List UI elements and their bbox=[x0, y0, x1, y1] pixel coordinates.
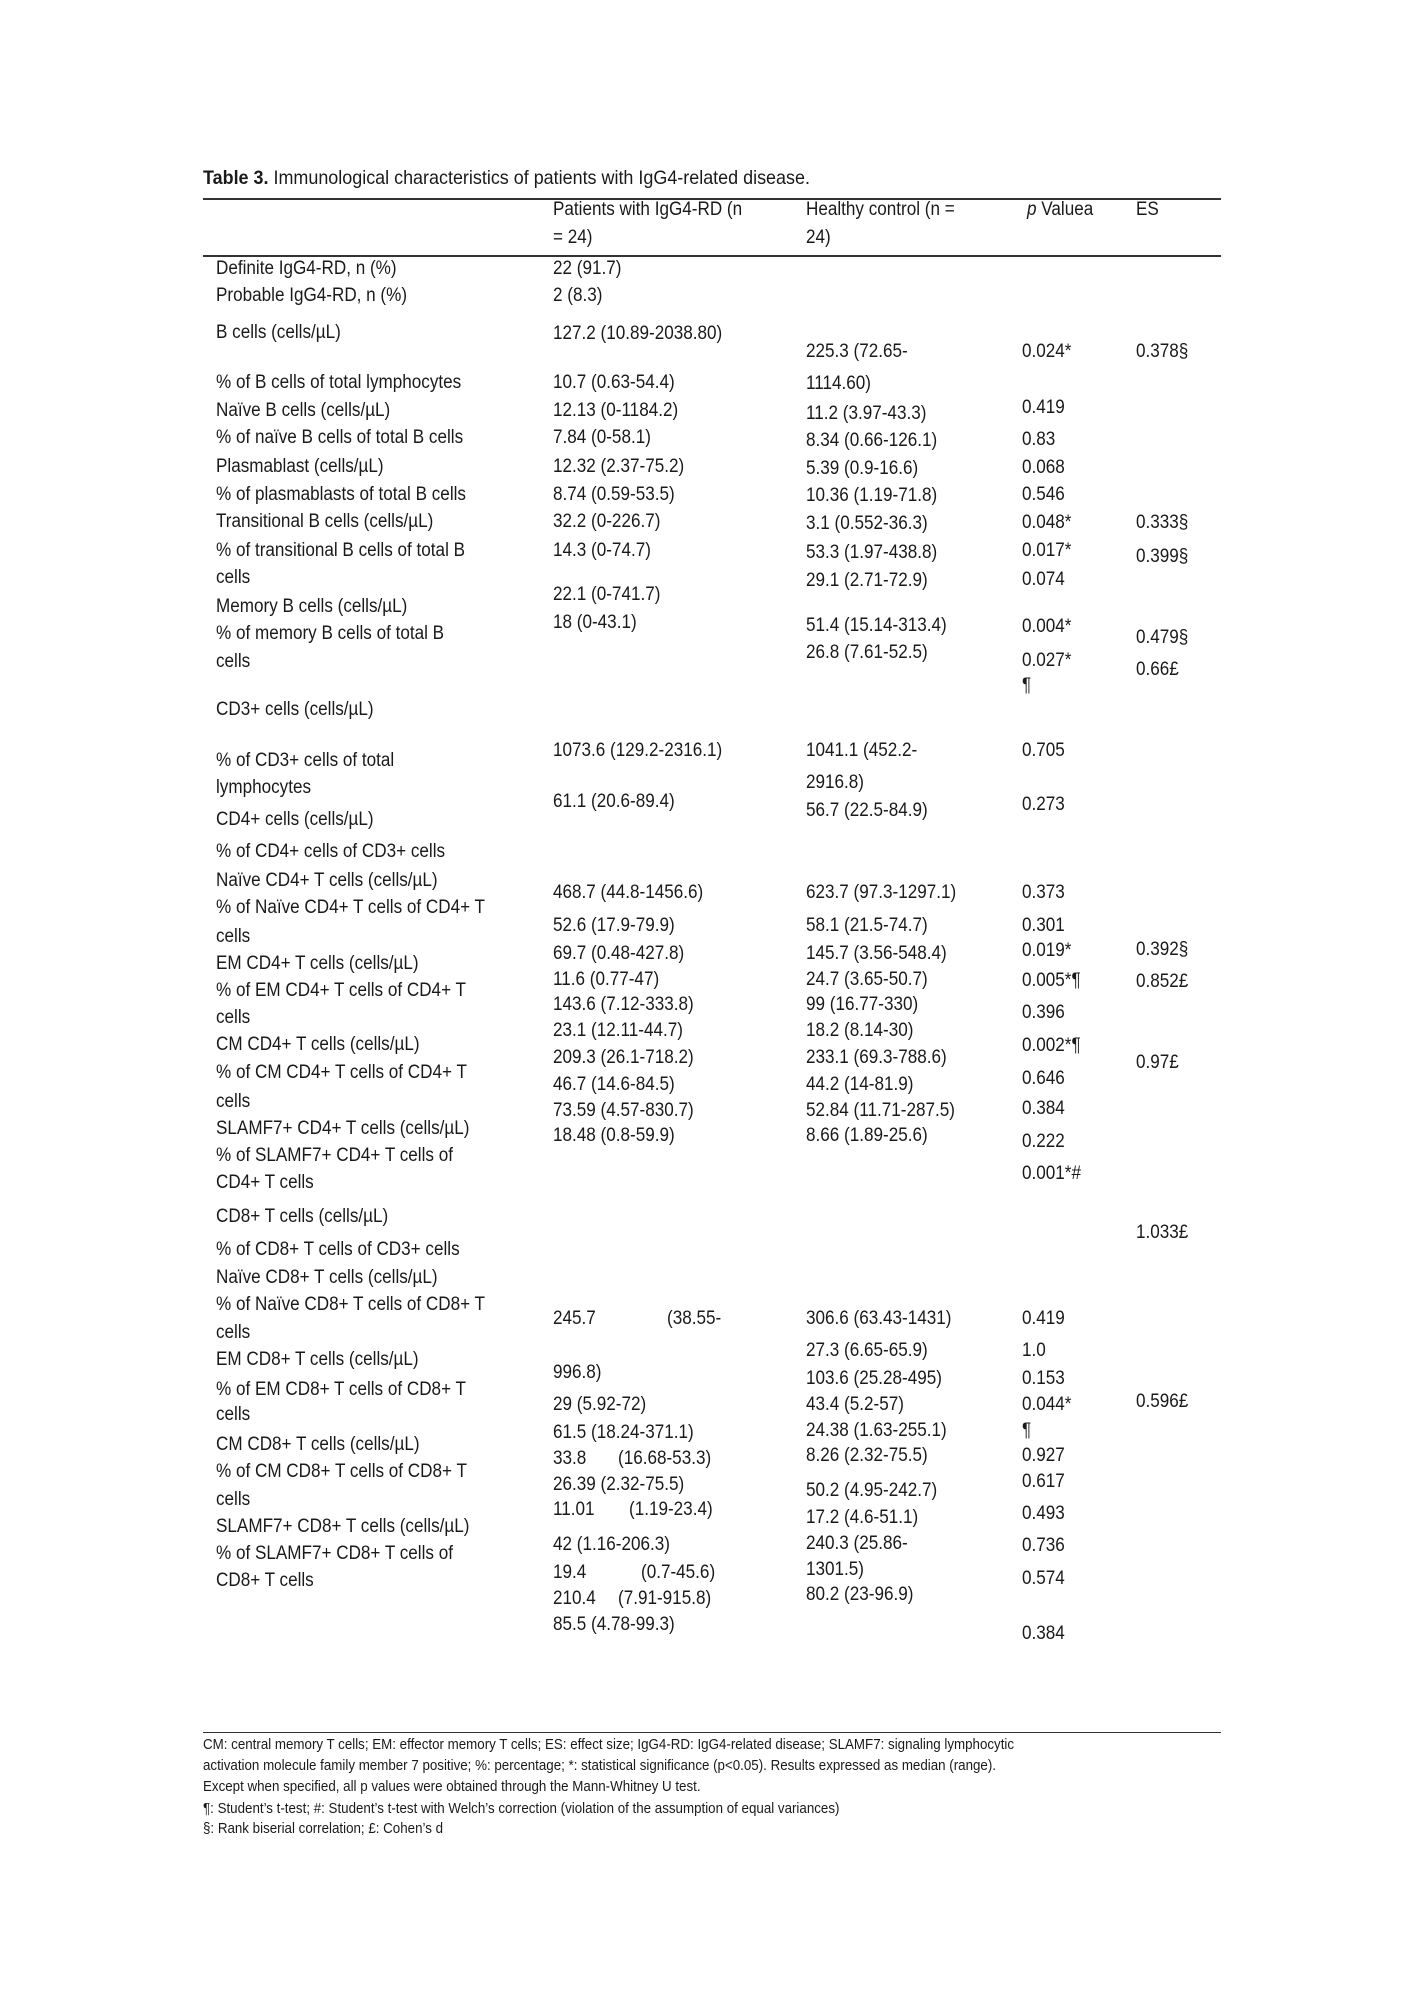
control-cell: 233.1 (69.3-788.6) bbox=[806, 1046, 947, 1068]
row-label: % of SLAMF7+ CD4+ T cells of bbox=[216, 1144, 453, 1166]
row-label: cells bbox=[216, 1090, 251, 1112]
patients-cell: 127.2 (10.89-2038.80) bbox=[553, 323, 723, 345]
p-value-cell: 0.044* bbox=[1022, 1394, 1072, 1416]
control-cell: 52.84 (11.71-287.5) bbox=[806, 1099, 955, 1121]
row-label: CM CD8+ T cells (cells/µL) bbox=[216, 1433, 420, 1455]
row-label: CD4+ T cells bbox=[216, 1171, 314, 1193]
p-value-cell: ¶ bbox=[1022, 675, 1032, 697]
effect-size-cell: 0.66£ bbox=[1136, 658, 1179, 680]
patients-cell: 42 (1.16-206.3) bbox=[553, 1534, 670, 1556]
row-label: % of CD4+ cells of CD3+ cells bbox=[216, 841, 446, 863]
row-label: Plasmablast (cells/µL) bbox=[216, 455, 384, 477]
control-cell: 10.36 (1.19-71.8) bbox=[806, 485, 938, 507]
patients-cell: 69.7 (0.48-427.8) bbox=[553, 942, 685, 964]
patients-cell: (16.68-53.3) bbox=[618, 1448, 712, 1470]
p-value-cell: 0.736 bbox=[1022, 1535, 1065, 1557]
patients-cell: 210.4 bbox=[553, 1588, 596, 1610]
control-cell: 8.34 (0.66-126.1) bbox=[806, 429, 938, 451]
bottom-rule bbox=[203, 1732, 1221, 1733]
p-value-cell: 0.83 bbox=[1022, 428, 1056, 450]
row-label: Naïve B cells (cells/µL) bbox=[216, 400, 391, 422]
effect-size-cell: 0.479§ bbox=[1136, 626, 1189, 648]
patients-cell: 18 (0-43.1) bbox=[553, 612, 637, 634]
p-value-cell: 0.222 bbox=[1022, 1130, 1065, 1152]
patients-cell: 245.7 bbox=[553, 1307, 596, 1329]
patients-cell: 23.1 (12.11-44.7) bbox=[553, 1019, 683, 1041]
control-cell: 8.66 (1.89-25.6) bbox=[806, 1125, 928, 1147]
patients-cell: 14.3 (0-74.7) bbox=[553, 540, 651, 562]
row-label: % of B cells of total lymphocytes bbox=[216, 372, 462, 394]
footnote-line: activation molecule family member 7 positive; %: percentage; *: statistical significance (p<0.05). Results expressed as median (range). bbox=[203, 1758, 996, 1774]
row-label: cells bbox=[216, 567, 251, 589]
control-cell: 1114.60) bbox=[806, 373, 871, 395]
patients-cell: 22 (91.7) bbox=[553, 257, 622, 279]
row-label: Memory B cells (cells/µL) bbox=[216, 595, 408, 617]
table-number: Table 3. bbox=[203, 167, 269, 189]
row-label: % of plasmablasts of total B cells bbox=[216, 483, 466, 505]
control-cell: 145.7 (3.56-548.4) bbox=[806, 942, 947, 964]
control-cell: 1301.5) bbox=[806, 1558, 865, 1580]
row-label: % of SLAMF7+ CD8+ T cells of bbox=[216, 1543, 453, 1565]
p-value-cell: 0.027* bbox=[1022, 649, 1072, 671]
control-cell: 24.38 (1.63-255.1) bbox=[806, 1419, 947, 1441]
control-cell: 8.26 (2.32-75.5) bbox=[806, 1445, 928, 1467]
patients-cell: 209.3 (26.1-718.2) bbox=[553, 1046, 694, 1068]
effect-size-cell: 0.97£ bbox=[1136, 1052, 1179, 1074]
row-label: SLAMF7+ CD4+ T cells (cells/µL) bbox=[216, 1117, 470, 1139]
control-cell: 11.2 (3.97-43.3) bbox=[806, 402, 927, 424]
patients-cell: 73.59 (4.57-830.7) bbox=[553, 1099, 694, 1121]
effect-size-cell: 0.596£ bbox=[1136, 1391, 1189, 1413]
patients-cell: 2 (8.3) bbox=[553, 284, 603, 306]
patients-cell: 468.7 (44.8-1456.6) bbox=[553, 882, 704, 904]
patients-cell: 996.8) bbox=[553, 1361, 602, 1383]
footnote-line: CM: central memory T cells; EM: effector memory T cells; ES: effect size; IgG4-RD: IgG4-related disease; SLAMF7: signaling lymphocytic bbox=[203, 1737, 1015, 1753]
control-cell: 3.1 (0.552-36.3) bbox=[806, 513, 928, 535]
p-value-cell: 0.546 bbox=[1022, 483, 1065, 505]
row-label: Naïve CD8+ T cells (cells/µL) bbox=[216, 1266, 438, 1288]
p-value-cell: 0.019* bbox=[1022, 940, 1072, 962]
p-value-cell: 0.074 bbox=[1022, 568, 1065, 590]
row-label: Naïve CD4+ T cells (cells/µL) bbox=[216, 869, 438, 891]
p-value-cell: 0.068 bbox=[1022, 456, 1065, 478]
control-cell: 17.2 (4.6-51.1) bbox=[806, 1507, 919, 1529]
row-label: Probable IgG4-RD, n (%) bbox=[216, 284, 408, 306]
control-cell: 44.2 (14-81.9) bbox=[806, 1073, 914, 1095]
row-label: cells bbox=[216, 651, 251, 673]
row-label: EM CD4+ T cells (cells/µL) bbox=[216, 953, 419, 975]
row-label: % of CM CD8+ T cells of CD8+ T bbox=[216, 1460, 467, 1482]
header-control: Healthy control (n = 24) bbox=[806, 199, 955, 248]
patients-cell: 10.7 (0.63-54.4) bbox=[553, 372, 675, 394]
patients-cell: 11.01 bbox=[553, 1499, 595, 1521]
p-value-cell: 0.001*# bbox=[1022, 1162, 1081, 1184]
patients-cell: 12.32 (2.37-75.2) bbox=[553, 455, 685, 477]
patients-cell: 7.84 (0-58.1) bbox=[553, 427, 651, 449]
p-value-cell: 0.005*¶ bbox=[1022, 969, 1081, 991]
row-label: CM CD4+ T cells (cells/µL) bbox=[216, 1034, 420, 1056]
p-value-cell: 0.004* bbox=[1022, 616, 1072, 638]
patients-cell: 11.6 (0.77-47) bbox=[553, 968, 660, 990]
control-cell: 27.3 (6.65-65.9) bbox=[806, 1340, 928, 1362]
control-cell: 26.8 (7.61-52.5) bbox=[806, 642, 928, 664]
patients-cell: 19.4 bbox=[553, 1562, 587, 1584]
patients-cell: 8.74 (0.59-53.5) bbox=[553, 483, 675, 505]
patients-cell: 61.1 (20.6-89.4) bbox=[553, 791, 675, 813]
patients-cell: (38.55- bbox=[667, 1307, 722, 1329]
effect-size-cell: 0.399§ bbox=[1136, 545, 1189, 567]
control-cell: 240.3 (25.86- bbox=[806, 1532, 908, 1554]
row-label: cells bbox=[216, 1404, 251, 1426]
row-label: EM CD8+ T cells (cells/µL) bbox=[216, 1349, 419, 1371]
control-cell: 80.2 (23-96.9) bbox=[806, 1584, 914, 1606]
row-label: CD4+ cells (cells/µL) bbox=[216, 809, 374, 831]
effect-size-cell: 0.392§ bbox=[1136, 938, 1189, 960]
row-label: CD8+ T cells bbox=[216, 1570, 314, 1592]
row-label: CD3+ cells (cells/µL) bbox=[216, 698, 374, 720]
row-label: lymphocytes bbox=[216, 777, 312, 798]
row-label: Definite IgG4-RD, n (%) bbox=[216, 257, 397, 279]
control-cell: 18.2 (8.14-30) bbox=[806, 1019, 914, 1041]
control-cell: 623.7 (97.3-1297.1) bbox=[806, 882, 957, 904]
p-value-cell: 1.0 bbox=[1022, 1340, 1046, 1362]
control-cell: 2916.8) bbox=[806, 771, 865, 793]
patients-cell: 61.5 (18.24-371.1) bbox=[553, 1422, 694, 1444]
row-label: % of CM CD4+ T cells of CD4+ T bbox=[216, 1062, 467, 1084]
control-cell: 29.1 (2.71-72.9) bbox=[806, 570, 928, 592]
header-patients: Patients with IgG4-RD (n = 24) bbox=[553, 199, 743, 248]
p-value-cell: 0.927 bbox=[1022, 1445, 1065, 1467]
row-label: % of CD8+ T cells of CD3+ cells bbox=[216, 1238, 460, 1260]
row-label: % of CD3+ cells of total bbox=[216, 750, 395, 772]
control-cell: 5.39 (0.9-16.6) bbox=[806, 458, 919, 480]
control-cell: 56.7 (22.5-84.9) bbox=[806, 800, 928, 822]
patients-cell: (7.91-915.8) bbox=[618, 1588, 712, 1610]
p-value-cell: 0.419 bbox=[1022, 396, 1065, 418]
patients-cell: 33.8 bbox=[553, 1448, 587, 1470]
row-label: % of Naïve CD4+ T cells of CD4+ T bbox=[216, 896, 485, 918]
control-cell: 24.7 (3.65-50.7) bbox=[806, 968, 928, 990]
control-cell: 306.6 (63.43-1431) bbox=[806, 1307, 952, 1329]
effect-size-cell: 0.378§ bbox=[1136, 341, 1189, 363]
control-cell: 43.4 (5.2-57) bbox=[806, 1394, 904, 1416]
patients-cell: 22.1 (0-741.7) bbox=[553, 584, 661, 606]
row-label: cells bbox=[216, 1007, 251, 1029]
row-label: % of Naïve CD8+ T cells of CD8+ T bbox=[216, 1293, 485, 1315]
patients-cell: (1.19-23.4) bbox=[629, 1499, 713, 1521]
row-label: CD8+ T cells (cells/µL) bbox=[216, 1206, 389, 1228]
patients-cell: 29 (5.92-72) bbox=[553, 1394, 647, 1416]
patients-cell: 32.2 (0-226.7) bbox=[553, 510, 661, 532]
table-title bbox=[203, 167, 810, 190]
row-label: % of EM CD4+ T cells of CD4+ T bbox=[216, 980, 466, 1002]
control-cell: 1041.1 (452.2- bbox=[806, 739, 918, 761]
header-p-value: p Valuea bbox=[1027, 199, 1094, 220]
row-label: cells bbox=[216, 926, 251, 948]
control-cell: 225.3 (72.65- bbox=[806, 341, 908, 363]
row-label: cells bbox=[216, 1322, 251, 1344]
effect-size-cell: 1.033£ bbox=[1136, 1221, 1189, 1243]
patients-cell: 12.13 (0-1184.2) bbox=[553, 400, 679, 422]
p-value-cell: 0.617 bbox=[1022, 1471, 1065, 1493]
row-label: B cells (cells/µL) bbox=[216, 321, 341, 343]
row-label: SLAMF7+ CD8+ T cells (cells/µL) bbox=[216, 1516, 470, 1538]
p-value-cell: 0.373 bbox=[1022, 882, 1065, 904]
p-value-cell: 0.002*¶ bbox=[1022, 1035, 1081, 1057]
patients-cell: 52.6 (17.9-79.9) bbox=[553, 914, 675, 936]
footnote-line: Except when specified, all p values were obtained through the Mann-Whitney U test. bbox=[203, 1779, 701, 1795]
patients-cell: 46.7 (14.6-84.5) bbox=[553, 1073, 675, 1095]
patients-cell: 26.39 (2.32-75.5) bbox=[553, 1473, 685, 1495]
p-value-cell: 0.384 bbox=[1022, 1098, 1065, 1120]
p-value-cell: 0.705 bbox=[1022, 739, 1065, 761]
patients-cell: (0.7-45.6) bbox=[641, 1562, 716, 1584]
patients-cell: 85.5 (4.78-99.3) bbox=[553, 1613, 675, 1635]
header-es: ES bbox=[1136, 199, 1159, 220]
patients-cell: 1073.6 (129.2-2316.1) bbox=[553, 739, 723, 761]
p-value-cell: 0.396 bbox=[1022, 1001, 1065, 1023]
p-value-cell: 0.273 bbox=[1022, 793, 1065, 815]
row-label: % of transitional B cells of total B bbox=[216, 540, 466, 562]
patients-cell: 143.6 (7.12-333.8) bbox=[553, 994, 694, 1016]
control-cell: 103.6 (25.28-495) bbox=[806, 1368, 942, 1390]
control-cell: 58.1 (21.5-74.7) bbox=[806, 914, 928, 936]
effect-size-cell: 0.333§ bbox=[1136, 512, 1189, 534]
p-value-cell: ¶ bbox=[1022, 1419, 1032, 1441]
table-caption: Immunological characteristics of patients with IgG4-related disease. bbox=[273, 167, 810, 189]
effect-size-cell: 0.852£ bbox=[1136, 971, 1189, 993]
row-label: % of memory B cells of total B bbox=[216, 622, 445, 644]
p-value-cell: 0.024* bbox=[1022, 341, 1072, 363]
p-value-cell: 0.574 bbox=[1022, 1567, 1065, 1589]
row-label: % of EM CD8+ T cells of CD8+ T bbox=[216, 1378, 466, 1400]
control-cell: 99 (16.77-330) bbox=[806, 994, 919, 1016]
p-value-cell: 0.384 bbox=[1022, 1622, 1065, 1644]
row-label: % of naïve B cells of total B cells bbox=[216, 427, 464, 449]
p-value-cell: 0.048* bbox=[1022, 512, 1072, 534]
p-value-cell: 0.017* bbox=[1022, 540, 1072, 562]
p-value-cell: 0.153 bbox=[1022, 1368, 1065, 1390]
control-cell: 50.2 (4.95-242.7) bbox=[806, 1480, 938, 1502]
control-cell: 53.3 (1.97-438.8) bbox=[806, 541, 938, 563]
patients-cell: 18.48 (0.8-59.9) bbox=[553, 1125, 675, 1147]
footnote-line: ¶: Student’s t-test; #: Student’s t-test with Welch’s correction (violation of the assumption of equal variances) bbox=[203, 1801, 840, 1817]
row-label: cells bbox=[216, 1489, 251, 1511]
control-cell: 51.4 (15.14-313.4) bbox=[806, 615, 947, 637]
p-value-cell: 0.419 bbox=[1022, 1307, 1065, 1329]
footnote-line: §: Rank biserial correlation; £: Cohen’s d bbox=[203, 1821, 444, 1837]
p-value-cell: 0.646 bbox=[1022, 1067, 1065, 1089]
row-label: Transitional B cells (cells/µL) bbox=[216, 510, 434, 532]
p-value-cell: 0.493 bbox=[1022, 1503, 1065, 1525]
p-value-cell: 0.301 bbox=[1022, 914, 1065, 936]
